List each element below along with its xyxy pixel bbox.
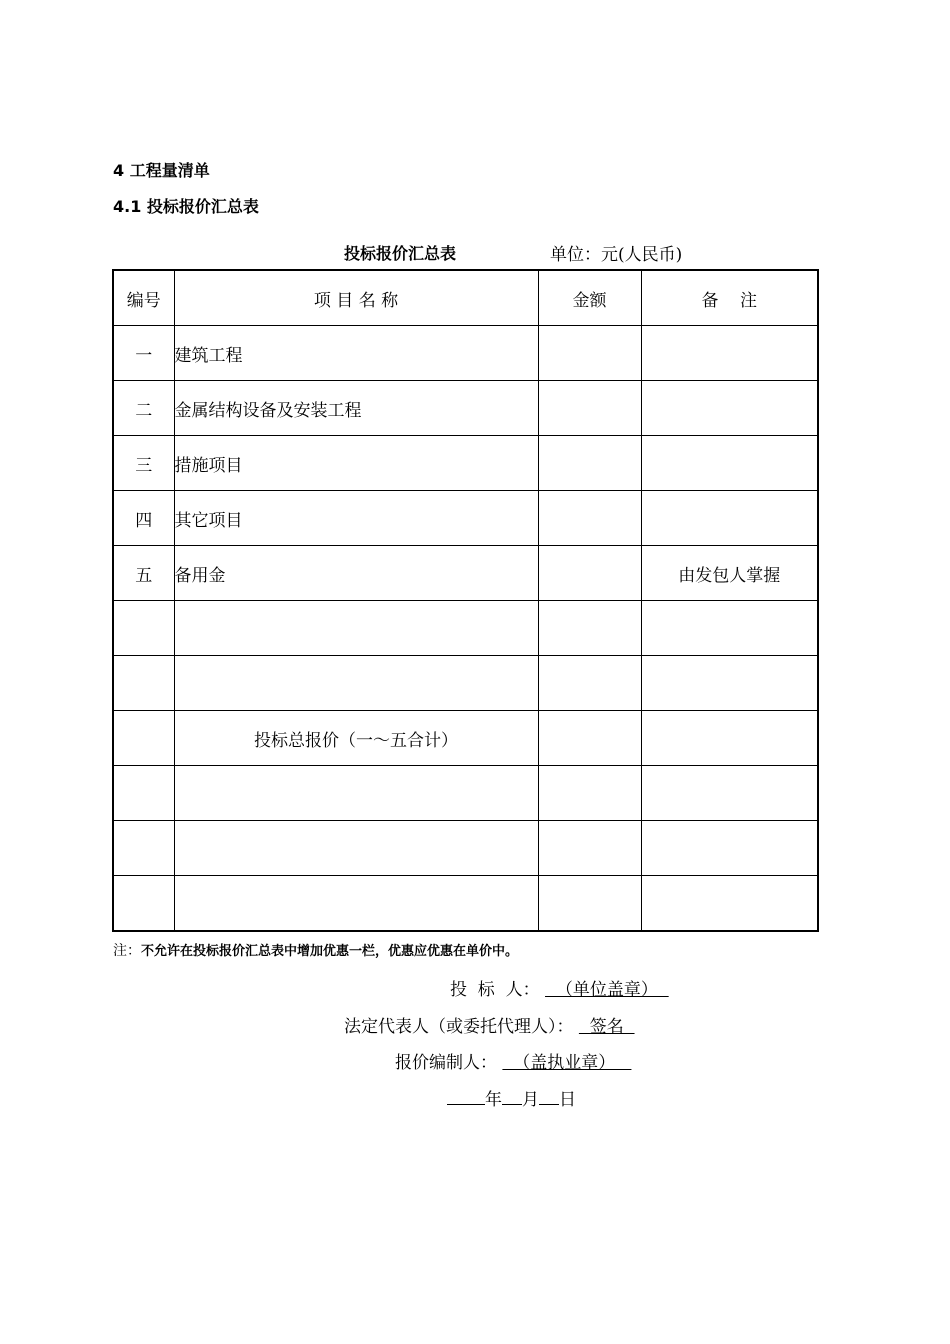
header-number: 编号 [113,270,174,326]
row-number [113,601,174,656]
row-amount [538,876,641,932]
row-number [113,876,174,932]
row-item-name: 其它项目 [174,491,538,546]
table-row [113,491,818,546]
bid-summary-table [112,269,819,932]
row-number: 一 [113,326,174,381]
row-number: 二 [113,381,174,436]
row-item-name: 投标总报价（一～五合计） [174,711,538,766]
year-blank [447,1088,485,1105]
month-blank [502,1088,522,1105]
row-number [113,711,174,766]
row-item-name [174,876,538,932]
row-item-name [174,766,538,821]
row-amount [538,656,641,711]
row-number [113,766,174,821]
row-amount [538,601,641,656]
row-remarks [641,821,818,876]
footnote-text: 不允许在投标报价汇总表中增加优惠一栏，优惠应优惠在单价中。 [141,944,519,959]
legal-rep-label: 法定代表人（或委托代理人）： [344,1017,574,1037]
month-label: 月 [522,1090,539,1110]
row-remarks: 由发包人掌握 [641,546,818,601]
row-remarks [641,656,818,711]
table-row [113,436,818,491]
bidder-label: 投 标 人： [450,980,540,1000]
row-remarks [641,766,818,821]
row-item-name [174,821,538,876]
footnote [113,940,518,960]
table-row [113,601,818,656]
row-remarks [641,711,818,766]
table-row [113,381,818,436]
table-header-row [113,270,818,326]
preparer-line [395,1048,631,1073]
date-line [447,1085,576,1110]
table-row [113,546,818,601]
year-label: 年 [485,1090,502,1110]
row-remarks [641,326,818,381]
row-item-name: 措施项目 [174,436,538,491]
table-title: 投标报价汇总表 [344,244,457,263]
row-number [113,821,174,876]
row-item-name: 金属结构设备及安装工程 [174,381,538,436]
table-row [113,656,818,711]
preparer-seal-field: （盖执业章） [502,1053,632,1073]
bidder-seal-field: （单位盖章） [545,980,669,1000]
table-row [113,326,818,381]
header-item-name: 项 目 名 称 [174,270,538,326]
day-blank [539,1088,559,1105]
footnote-label: 注： [113,943,141,959]
row-amount [538,436,641,491]
row-amount [538,711,641,766]
row-amount [538,491,641,546]
row-item-name [174,601,538,656]
header-amount: 金额 [538,270,641,326]
table-row [113,821,818,876]
legal-rep-sign-field: 签名 [578,1017,635,1037]
row-amount [538,821,641,876]
subsection-heading: 4.1 投标报价汇总表 [113,197,259,216]
row-number: 五 [113,546,174,601]
table-unit: 单位：元(人民币) [550,245,683,265]
table-row [113,766,818,821]
row-amount [538,546,641,601]
row-remarks [641,436,818,491]
row-remarks [641,381,818,436]
row-number [113,656,174,711]
row-remarks [641,491,818,546]
row-item-name: 建筑工程 [174,326,538,381]
bidder-line [450,975,669,1000]
preparer-label: 报价编制人： [395,1053,497,1073]
row-item-name: 备用金 [174,546,538,601]
row-amount [538,381,641,436]
row-amount [538,326,641,381]
table-row [113,876,818,932]
row-item-name [174,656,538,711]
header-remarks: 备 注 [641,270,818,326]
legal-rep-line [344,1012,635,1037]
row-number: 三 [113,436,174,491]
row-remarks [641,876,818,932]
row-amount [538,766,641,821]
row-number: 四 [113,491,174,546]
day-label: 日 [559,1090,576,1110]
table-row [113,711,818,766]
row-remarks [641,601,818,656]
section-heading: 4 工程量清单 [113,161,210,180]
